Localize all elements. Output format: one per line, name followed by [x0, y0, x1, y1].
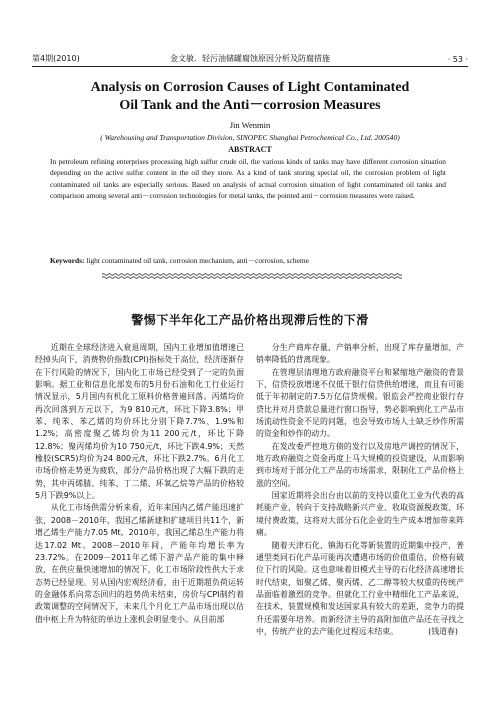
wavy-divider — [102, 272, 402, 280]
paper-title-line-2: Oil Tank and the Anti－corrosion Measures — [119, 98, 381, 113]
news-column-left — [35, 342, 244, 626]
abstract-text: In petroleum refining enterprises processing high sulfur crude oil, the various kinds of tanks may have different corrosion situation depending on the active sulfur content in the oil they store. As a kind of tank storing special oil, the corrosion problem of light contaminated oil tanks are especially serious. Based on analysis of actual corrosion situation of light contaminated oil tanks and comparison among several anti－corrosion technologies for metal tanks, the pointed anti－corrosion measures were raised. — [50, 157, 446, 201]
news-paragraph: 在发改委严控地方债的发行以及房地产调控的情况下，地方政府融资之资金再度上马大规模的投资建设，从而影响到市场对于部分化工产品的市场需求，限制化工产品价格上涨的空间。 — [256, 441, 464, 488]
news-paragraph: 国家近期将会出台由以前的支持以重化工业为代表的高耗能产业，转向于支持战略新兴产业、收取资源税政策、环境付费政策，这将对大部分石化企业的生产成本增加带来阵痛。 — [256, 491, 464, 538]
author-name: Jin Wenmin — [229, 120, 271, 130]
news-paragraph: 分生产商库存量、产销率分析，出现了库存量增加、产销率降低的背离现象。 — [256, 343, 464, 365]
author-affiliation: ( Warehousing and Transportation Division, SINOPEC Shanghai Petrochemical Co., Ltd. 200540) — [100, 133, 400, 142]
news-title: 警惕下半年化工产品价格出现滞后性的下滑 — [131, 313, 369, 327]
keywords-line — [50, 255, 446, 266]
news-paragraph: 近期在全球经济进入衰退周期，国内工业增加值增速已经掉头向下，消费物价指数(CPI)指标处于高位，经济逐渐存在下行风险的情况下，国内化工市场已经受到了一定的负面影响。据工业和信息化部发布的5月份石油和化工行业运行情况显示，5月国内有机化工原料价格普遍回落。丙烯均价再次回落到万元以下，为9 810元/t，环比下降3.8%；甲苯、纯苯、苯乙烯的均价环比分别下降7.7%、1.9%和1.2%；高密度聚乙烯均价为11 200元/t，环比下降12.8%；聚丙烯均价为10 750元/t，环比下跌4.9%；天然橡胶(SCR5)均价为24 800元/t，环比下跌2.7%。6月化工市场价格走势更为疲软，部分产品价格出现了大幅下跌的走势，其中丙烯腈、纯苯、丁二烯、环氧乙烷等产品的价格较5月下跌9%以上。 — [35, 343, 244, 501]
page-number: · 53 · — [447, 55, 468, 64]
running-title: 金文敏．轻污油储罐腐蚀原因分析及防腐措施 — [170, 54, 330, 63]
news-paragraph: 从化工市场供需分析来看，近年来国内乙烯产能迅速扩张，2008－2010年，我国乙烯新建和扩建项目共11个，新增乙烯生产能力7.05 Mt。2010年，我国乙烯总生产能力将达17.02 Mt。2008－2010年间，产能年均增长率为23.72%。在2009－2011年乙烯下游产品产能的集中释放，在供应量快速增加的情况下，化工市场阶段性供大于求态势已经显现。另从国内宏观经济看，由于近期超负荷运转的金融体系向常态回归的趋势尚未结束，房价与CPI制约着政策调整的空间情况下，未来几个月化工产品市场出现以估值中枢上升为特征的单边上涨机会明显变小。从目前部 — [35, 503, 244, 624]
news-paragraph: 在管理层清理地方政府融资平台和紧缩地产融资的背景下，信贷投放增速不仅低于银行信贷供给增速，而且有可能低于年初制定的7.5万亿信贷规模。银监会严控商业银行存贷比并对月贷款总量进行窗口指导，势必影响到化工产品市场流动性资金不足的问题，也会导致市场人士缺乏炒作所需的资金和炒作的动力。 — [256, 367, 464, 439]
news-paragraph — [256, 540, 464, 639]
running-header — [32, 50, 468, 67]
paper-title-line-1: Analysis on Corrosion Causes of Light Contaminated — [90, 80, 410, 95]
news-column-right — [256, 342, 464, 638]
keywords-label: Keywords: — [50, 256, 85, 265]
news-signature: (钱道春) — [428, 626, 458, 636]
abstract-heading: ABSTRACT — [228, 145, 272, 154]
issue-label: 第4期(2010) — [32, 54, 80, 63]
news-paragraph-text: 随着天津石化、镇海石化等新装置的近期集中投产，普通型类同石化产品可能再次遭遇市场的价值重估，价格有破位下行的风险。这也意味着旧模式主导的石化经济高速增长时代结束，如聚乙烯、聚丙烯、乙二醇等较大权重的传统产品面临着激烈的竞争。但就化工行业中精细化工产品来说，在技术、装置规模和发达国家具有较大的差距，竞争力的提升还需要年培养。而新经济主导的高附加值产品还在寻找之中，传统产业的去产能化过程远未结束。 — [256, 540, 464, 636]
keywords-text: light contaminated oil tank, corrosion mechanism, anti－corrosion, scheme — [86, 256, 309, 265]
